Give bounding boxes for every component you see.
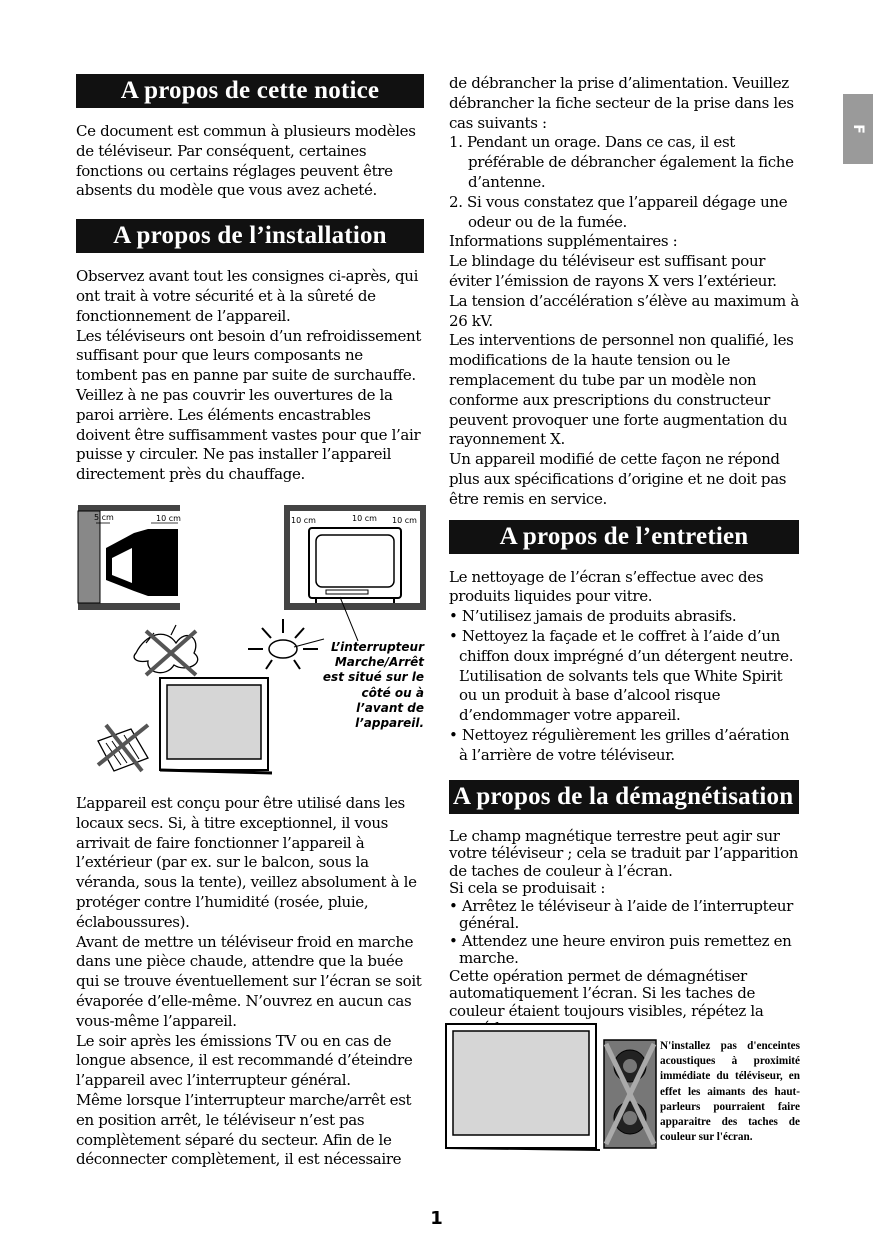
continued-text: de débrancher la prise d’alimentation. Veuillez débrancher la fiche secteur de la prise dans les cas suivants :: [449, 74, 794, 132]
case-2: 2. Si vous constatez que l’appareil dégage une odeur ou de la fumée.: [449, 192, 788, 231]
page-number: 1: [430, 1208, 443, 1229]
degauss-text-1: Le champ magnétique terrestre peut agir sur votre téléviseur ; cela se traduit par l’apparition de taches de couleur à l’écran.: [449, 826, 799, 880]
plant-crossed-diagram: [134, 625, 198, 675]
maintenance-bullet-3: • Nettoyez régulièrement les grilles d’aération à l’arrière de votre téléviseur.: [449, 725, 790, 764]
case-1: 1. Pendant un orage. Dans ce cas, il est préférable de débrancher également la fiche d’antenne.: [449, 133, 794, 191]
degauss-bullet-2: • Attendez une heure environ puis remettez en marche.: [449, 931, 792, 967]
front-view-diagram: [284, 505, 426, 641]
side-5cm-label: 5 cm: [94, 513, 114, 522]
front-top-label: 10 cm: [352, 514, 377, 523]
info-text-2: Les interventions de personnel non qualifié, les modifications de la haute tension ou le remplacement du tube par un modèle non conforme aux prescriptions du constructeur peuvent provoquer une forte augmentation du rayonnement X.: [449, 331, 794, 449]
info-text-3: Un appareil modifié de cette façon ne répond plus aux spécifications d’origine et ne doit pas être remis en service.: [449, 450, 787, 508]
language-tab: [843, 94, 873, 164]
dry-text-3: Le soir après les émissions TV ou en cas de longue absence, il est recommandé d’éteindre l’appareil avec l’interrupteur général.: [76, 1031, 413, 1090]
install-heading: A propos de l’installation: [76, 219, 424, 253]
side-view-diagram: [78, 505, 181, 610]
left-column-bottom: [76, 794, 424, 1170]
degauss-bullet-1: • Arrêtez le téléviseur à l’aide de l’interrupteur général.: [449, 896, 793, 932]
speaker-crossed-diagram: [604, 1040, 656, 1148]
front-left-label: 10 cm: [291, 516, 316, 525]
degauss-text-3: Cette opération permet de démagnétiser automatiquement l’écran. Si les taches de couleur étaient toujours visibles, répétez la: [449, 966, 764, 1020]
install-text-2: Les téléviseurs ont besoin d’un refroidissement suffisant pour que leurs composants ne tombent pas en panne par suite de surchauffe. Veillez à ne pas couvrir les ouvertures de la paroi arrière. Les éléments encastrables doivent être suffisamment vastes pour que l’air puisse y circuler. Ne pas installer l’appareil directement près du chauffage.: [76, 326, 422, 484]
dry-text-2: Avant de mettre un téléviseur froid en marche dans une pièce chaude, attendre que la buée qui se trouve éventuellement sur l’écran se soit évaporée d’elle-même. N’ouvrez en aucun cas vous-même l’appareil.: [76, 932, 422, 1030]
language-tab-label: F: [849, 124, 866, 134]
maintenance-text: Le nettoyage de l’écran s’effectue avec des produits liquides pour vitre.: [449, 567, 764, 606]
install-text-1: Observez avant tout les consignes ci-après, qui ont trait à votre sécurité et à la sûreté de fonctionnement de l’appareil.: [76, 267, 419, 325]
switch-note: L’interrupteur Marche/Arrêt est situé sur le côté ou à l’avant de l’appareil.: [322, 640, 424, 731]
left-column: [76, 74, 424, 485]
heater-crossed-diagram: [98, 725, 148, 771]
front-right-label: 10 cm: [392, 516, 417, 525]
info-text-1: Le blindage du téléviseur est suffisant pour éviter l’émission de rayons X vers l’extérieur. La tension d’accélération s’élève au maximum à 26 kV.: [449, 252, 799, 330]
dry-text-1: L’appareil est conçu pour être utilisé dans les locaux secs. Si, à titre exceptionnel, il vous arrivait de faire fonctionner l’appareil à l’extérieur (par ex. sur le balcon, sous la véranda, sous la tente), veillez absolument à le protéger contre l’humidité (rosée, pluie, éclaboussures).: [76, 794, 417, 931]
notice-text: Ce document est commun à plusieurs modèles de téléviseur. Par conséquent, certaines fonctions ou certains réglages peuvent être absents du modèle que vous avez acheté.: [76, 122, 416, 200]
dry-text-4: Même lorsque l’interrupteur marche/arrêt est en position arrêt, le téléviseur n’est pas complètement séparé du secteur. Afin de le déconnecter complètement, il est nécessaire: [76, 1090, 412, 1169]
degauss-text-2: Si cela se produisait :: [449, 879, 606, 897]
degauss-heading: A propos de la démagnétisation: [449, 780, 799, 814]
speaker-note: N'installez pas d'enceintes acoustiques à proximité immédiate du téléviseur, en effet les aimants des haut-parleurs pourraient faire apparaitre des taches de couleur sur l'écran.: [660, 1040, 800, 1144]
maintenance-bullet-1: • N’utilisez jamais de produits abrasifs.: [449, 607, 737, 626]
info-heading: Informations supplémentaires :: [449, 232, 678, 251]
maintenance-heading: A propos de l’entretien: [449, 520, 799, 554]
side-10cm-label: 10 cm: [156, 514, 181, 523]
maintenance-bullet-2: • Nettoyez la façade et le coffret à l’aide d’un chiffon doux imprégné d’un détergent neutre. L’utilisation de solvants tels que White Spirit ou un produit à base d’alcool risque d’endommager votre appareil.: [449, 626, 794, 725]
tv-diagram: [446, 1024, 600, 1150]
right-column: [449, 74, 799, 1038]
speaker-figure: [444, 1022, 658, 1152]
notice-heading: A propos de cette notice: [76, 74, 424, 108]
